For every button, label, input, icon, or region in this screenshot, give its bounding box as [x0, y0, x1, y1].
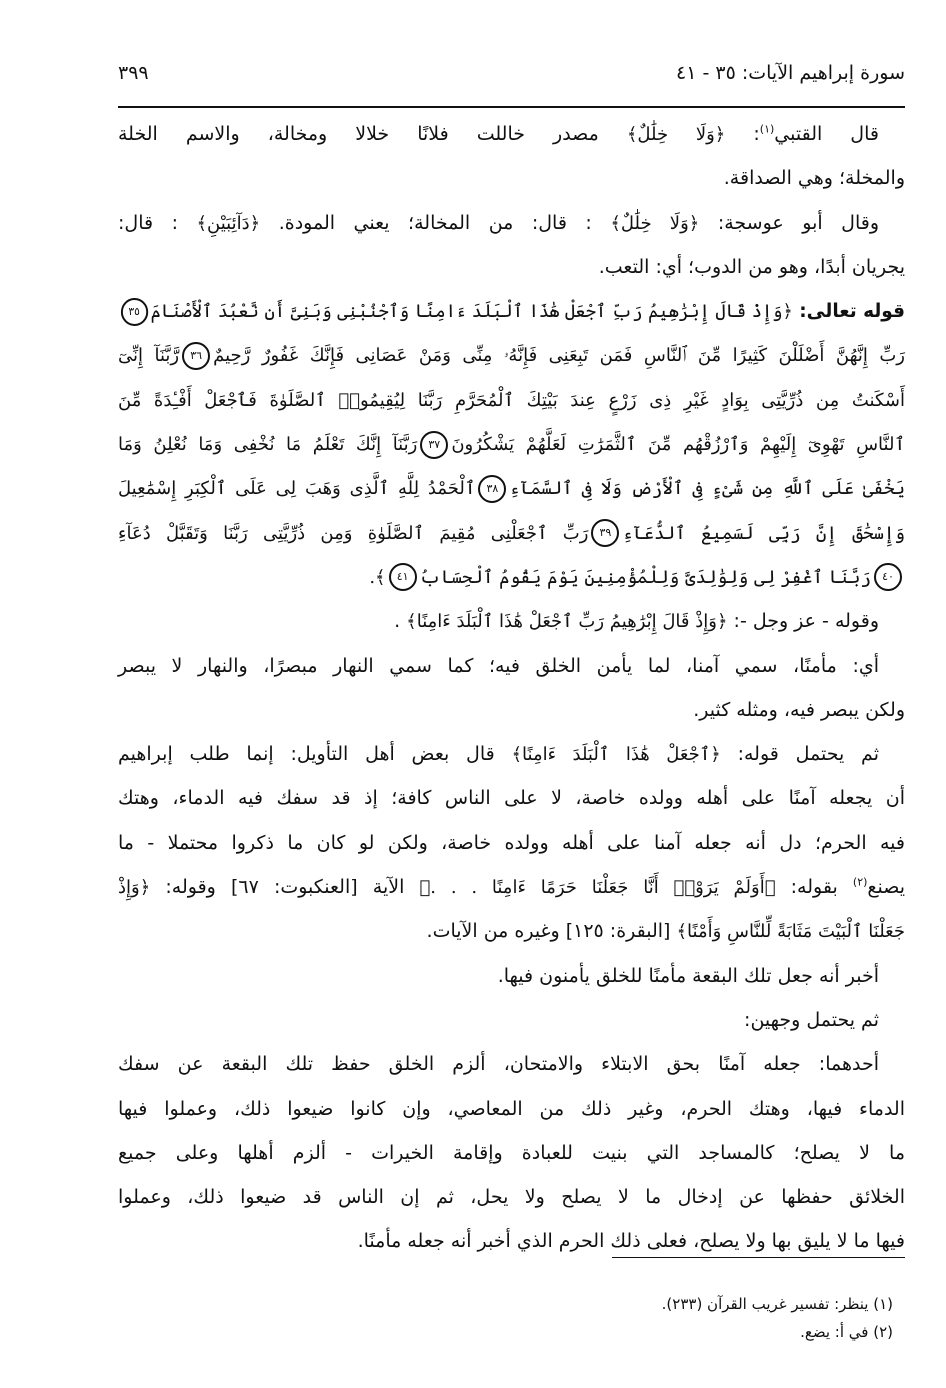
- footnote-ref: (٢): [852, 875, 868, 889]
- quran-quote: رَبَّنَا ٱغْفِرْ لِى وَلِوَٰلِدَىَّ وَلِلْمُؤْمِنِينَ يَوْمَ يَقُومُ ٱلْحِسَابُ: [419, 566, 871, 588]
- quran-quote: ﴿دَآئِبَيْنِ﴾: [196, 212, 261, 234]
- text-segment: فيه الحرم؛ دل أنه جعله آمنا على أهله وولده خاصة، ولكن لو كان ما ذكروا محتملا - ما: [118, 831, 905, 854]
- text-segment: أن يجعله آمنًا على أهله وولده خاصة، لا على الناس كافة؛ إذ قد سفك فيه الدماء، وهتك: [118, 787, 905, 810]
- text-segment: [البقرة: ١٢٥] وغيره من الآيات.: [426, 920, 677, 943]
- text-segment: أحدهما: جعله آمنًا بحق الابتلاء والامتحان، ألزم الخلق حفظ تلك البقعة عن سفك: [118, 1053, 879, 1076]
- quran-quote: رَبَّنَآ إِنَّكَ تَعْلَمُ مَا نُخْفِى وَمَا نُعْلِنُ وَمَا: [118, 434, 418, 456]
- text-segment: قال بعض أهل التأويل: إنما طلب إبراهيم: [118, 743, 512, 766]
- ayah-number-marker: ٣٦: [182, 342, 210, 370]
- text-line: [118, 909, 905, 953]
- footnote-ref: (١): [759, 122, 775, 136]
- quran-quote: يَخْفَىٰ عَلَى ٱللَّهِ مِن شَىْءٍ فِى ٱلْأَرْضِ وَلَا فِى ٱلسَّمَآءِ: [509, 478, 905, 500]
- quran-quote: ٱلنَّاسِ تَهْوِىٓ إِلَيْهِمْ وَٱرْزُقْهُم مِّنَ ٱلثَّمَرَٰتِ لَعَلَّهُمْ يَشْكُرُونَ: [451, 434, 905, 456]
- text-segment: وقال أبو عوسجة:: [699, 211, 879, 234]
- ayah-number-marker: ٣٨: [478, 475, 506, 503]
- ayah-number-marker: ٣٥: [120, 298, 147, 326]
- text-line: [118, 333, 905, 377]
- ayah-number-marker: ٣٧: [420, 431, 448, 459]
- header-title: سورة إبراهيم الآيات: ٣٥ - ٤١: [676, 62, 905, 84]
- quran-quote: ﴿وَلَا خِلَٰلٌ﴾: [626, 124, 726, 145]
- text-segment: .: [394, 610, 407, 633]
- text-segment: قال القتبي: [774, 123, 879, 145]
- footnote-1: (١) ينظر: تفسير غريب القرآن (٢٣٣).: [661, 1295, 893, 1313]
- text-segment: ولكن يبصر فيه، ومثله كثير.: [693, 698, 905, 721]
- quran-quote: وَإِسْحَٰقَ إِنَّ رَبِّى لَسَمِيعُ ٱلدُّعَآءِ: [622, 522, 906, 544]
- text-line: [118, 378, 905, 422]
- quran-quote: ﴿أَوَلَمْ يَرَوْا۟ أَنَّا جَعَلْنَا حَرَمًا ءَامِنًا . . .﴾: [419, 877, 776, 899]
- ayah-number-marker: ٤١: [389, 563, 417, 591]
- text-segment: يجريان أبدًا، وهو من الدوب؛ أي: التعب.: [598, 255, 905, 278]
- text-line: [118, 688, 905, 732]
- footnotes: [118, 1290, 905, 1346]
- footnote-2: (٢) في أ: يضع.: [800, 1323, 893, 1341]
- main-text: [118, 112, 905, 1264]
- text-line: [118, 776, 905, 820]
- ayah-number-marker: ٣٩: [591, 519, 619, 547]
- text-line: [118, 1131, 905, 1175]
- page-number: ٣٩٩: [118, 62, 149, 84]
- quran-quote: ﴿وَإِذْ: [118, 877, 151, 899]
- text-line: [118, 954, 905, 998]
- text-line: [118, 998, 905, 1042]
- text-line: [118, 422, 905, 466]
- text-line: [118, 644, 905, 688]
- text-segment: يصنع: [867, 876, 906, 899]
- footnote-rule: [612, 1257, 905, 1258]
- text-segment: الآية [العنكبوت: ٦٧] وقوله:: [150, 876, 420, 899]
- text-line: [118, 201, 905, 245]
- quran-quote: ﴿وَلَا خِلَٰلٌ﴾: [610, 212, 700, 234]
- text-segment: :: [725, 123, 760, 145]
- text-segment: أخبر أنه جعل تلك البقعة مأمنًا للخلق يأمنون فيها.: [497, 964, 879, 987]
- bold-label: قوله تعالى:: [792, 300, 905, 323]
- quran-quote: ٱلْحَمْدُ لِلَّهِ ٱلَّذِى وَهَبَ لِى عَلَى ٱلْكِبَرِ إِسْمَٰعِيلَ: [118, 478, 476, 500]
- text-line: [128, 289, 905, 333]
- text-line: [118, 1087, 905, 1131]
- text-line: [118, 599, 905, 643]
- quran-quote: ﴿ٱجْعَلْ هَٰذَا ٱلْبَلَدَ ءَامِنًا﴾: [511, 744, 721, 766]
- text-line: [118, 1175, 905, 1219]
- ayah-number-marker: ٤٠: [874, 563, 902, 591]
- quran-quote: ﴿وَإِذْ قَالَ إِبْرَٰهِيمُ رَبِّ ٱجْعَلْ هَٰذَا ٱلْبَلَدَ ءَامِنًا وَٱجْنُبْنِى وَبَنِىَّ أَن نَّعْبُدَ ٱلْأَصْنَامَ: [150, 301, 793, 323]
- text-line: [118, 555, 905, 599]
- text-segment: ثم يحتمل وجهين:: [744, 1008, 879, 1031]
- text-line: [118, 466, 905, 510]
- text-segment: والمخلة؛ وهي الصداقة.: [723, 167, 905, 190]
- quran-quote: أَسْكَنتُ مِن ذُرِّيَّتِى بِوَادٍ غَيْرِ ذِى زَرْعٍ عِندَ بَيْتِكَ ٱلْمُحَرَّمِ رَبَّنَا لِيُقِيمُوا۟ ٱلصَّلَوٰةَ فَٱجْعَلْ أَفْـِٔدَةً مِّنَ: [118, 389, 905, 411]
- text-line: [118, 245, 905, 289]
- text-segment: ثم يحتمل قوله:: [720, 743, 879, 766]
- quran-quote: ﴾.: [369, 566, 386, 588]
- text-segment: فيها ما لا يليق بها ولا يصلح، فعلى ذلك الحرم الذي أخبر أنه جعله مأمنًا.: [357, 1230, 905, 1253]
- quran-quote: ﴿وَإِذْ قَالَ إِبْرَٰهِيمُ رَبِّ ٱجْعَلْ هَٰذَا ٱلْبَلَدَ ءَامِنًا﴾: [406, 611, 728, 633]
- text-line: [118, 511, 905, 555]
- text-line: [118, 112, 905, 156]
- running-header: [118, 58, 905, 94]
- text-line: [118, 821, 905, 865]
- text-segment: : قال:: [118, 211, 197, 234]
- quran-quote: جَعَلْنَا ٱلْبَيْتَ مَثَابَةً لِّلنَّاسِ وَأَمْنًا﴾: [676, 921, 905, 943]
- quran-quote: رَبِّ ٱجْعَلْنِى مُقِيمَ ٱلصَّلَوٰةِ وَمِن ذُرِّيَّتِى رَبَّنَا وَتَقَبَّلْ دُعَآءِ: [118, 522, 589, 544]
- text-segment: ما لا يصلح؛ كالمساجد التي بنيت للعبادة وإقامة الخيرات - ألزم أهلها وعلى جميع: [118, 1141, 905, 1164]
- text-line: [118, 865, 905, 909]
- text-segment: : قال: من المخالة؛ يعني المودة.: [260, 211, 611, 234]
- quran-quote: رَّبَّنَآ إِنِّىٓ: [118, 345, 180, 367]
- text-segment: وقوله - عز وجل -:: [727, 610, 879, 633]
- text-line: [118, 156, 905, 200]
- text-segment: مصدر خاللت فلانًا خلالا ومخالة، والاسم الخلة: [118, 123, 627, 145]
- header-rule: [118, 106, 905, 108]
- text-segment: الخلائق حفظها عن إدخال ما لا يصلح ولا يحل، ثم إن الناس قد ضيعوا ذلك، وعملوا: [118, 1186, 905, 1209]
- text-segment: الدماء فيها، وهتك الحرم، وغير ذلك من المعاصي، وإن كانوا ضيعوا ذلك، وعملوا فيها: [118, 1097, 905, 1120]
- quran-quote: رَبِّ إِنَّهُنَّ أَضْلَلْنَ كَثِيرًا مِّنَ ٱلنَّاسِ فَمَن تَبِعَنِى فَإِنَّهُۥ مِنِّى وَمَنْ عَصَانِى فَإِنَّكَ غَفُورٌ رَّحِيمٌ: [213, 345, 905, 367]
- text-line: [118, 732, 905, 776]
- text-line: [118, 1042, 905, 1086]
- text-segment: أي: مأمنًا، سمي آمنا، لما يأمن الخلق فيه؛ كما سمي النهار مبصرًا، والنهار لا يبصر: [118, 654, 879, 677]
- text-segment: بقوله:: [775, 876, 853, 899]
